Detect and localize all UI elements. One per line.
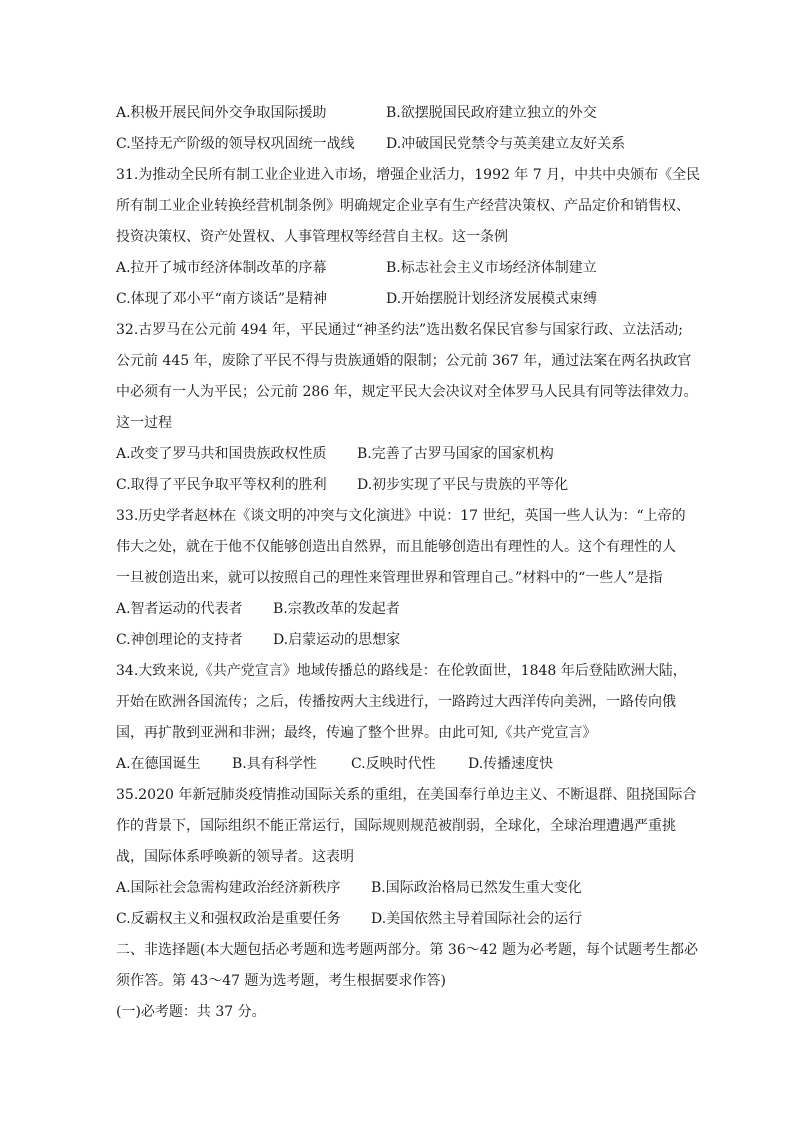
q35-option-c: C.反霸权主义和强权政治是重要任务	[116, 911, 341, 927]
q35-option-d: D.美国依然主导着国际社会的运行	[371, 911, 583, 927]
subsection-heading: (一)必考题：共 37 分。	[116, 1004, 266, 1020]
q31-option-c: C.体现了邓小平“南方谈话”是精神	[116, 291, 327, 307]
q34-option-b: B.具有科学性	[232, 756, 317, 772]
q31-option-b: B.标志社会主义市场经济体制建立	[386, 260, 597, 276]
q34-stem-line: 国，再扩散到亚洲和非洲；最终，传遍了整个世界。由此可知,《共产党宣言》	[116, 725, 597, 741]
q35-option-b: B.国际政治格局已然发生重大变化	[371, 880, 582, 896]
q34-option-c: C.反映时代性	[351, 756, 436, 772]
q34-stem-line: 34.大致来说,《共产党宣言》地域传播总的路线是：在伦敦面世，1848 年后登陆欧洲大陆，	[116, 663, 687, 679]
q31-option-a: A.拉开了城市经济体制改革的序幕	[116, 260, 327, 276]
q31-stem-line: 31.为推动全民所有制工业企业进入市场，增强企业活力，1992 年 7 月，中共中央颁布《全民	[116, 167, 701, 183]
section-heading: 须作答。第 43～47 题为选考题，考生根据要求作答)	[116, 973, 446, 989]
section-heading: 二、非选择题(本大题包括必考题和选考题两部分。第 36～42 题为必考题，每个试题考生都必	[116, 942, 698, 958]
q32-stem-line: 中必须有一人为平民；公元前 286 年，规定平民大会决议对全体罗马人民具有同等法律效力。	[116, 384, 698, 400]
q32-stem-line: 公元前 445 年，废除了平民不得与贵族通婚的限制；公元前 367 年，通过法案在两名执政官	[116, 353, 692, 369]
q30-option-b: B.欲摆脱国民政府建立独立的外交	[386, 105, 597, 121]
q33-stem-line: 一旦被创造出来，就可以按照自己的理性来管理世界和管理自己。”材料中的“一些人”是指	[116, 570, 663, 586]
q33-stem-line: 33.历史学者赵林在《谈文明的冲突与文化演进》中说：17 世纪，英国一些人认为：“上帝的	[116, 508, 686, 524]
q32-stem-line: 这一过程	[116, 415, 172, 431]
q35-stem-line: 战，国际体系呼唤新的领导者。这表明	[116, 849, 354, 865]
q35-option-a: A.国际社会急需构建政治经济新秩序	[116, 880, 341, 896]
q30-option-a: A.积极开展民间外交争取国际援助	[116, 105, 327, 121]
q32-option-d: D.初步实现了平民与贵族的平等化	[357, 477, 569, 493]
q33-option-b: B.宗教改革的发起者	[273, 601, 400, 617]
q33-option-c: C.神创理论的支持者	[116, 632, 243, 648]
q34-stem-line: 开始在欧洲各国流传；之后，传播按两大主线进行，一路跨过大西洋传向美洲，一路传向俄	[116, 694, 676, 710]
q32-stem-line: 32.古罗马在公元前 494 年，平民通过“神圣约法”选出数名保民官参与国家行政、立法活动;	[116, 322, 683, 338]
q34-option-a: A.在德国诞生	[116, 756, 201, 772]
q31-option-d: D.开始摆脱计划经济发展模式束缚	[386, 291, 598, 307]
q32-option-b: B.完善了古罗马国家的国家机构	[357, 446, 554, 462]
q34-option-d: D.传播速度快	[468, 756, 554, 772]
q35-stem-line: 作的背景下，国际组织不能正常运行，国际规则规范被削弱，全球化，全球治理遭遇严重挑	[116, 818, 676, 834]
q30-option-c: C.坚持无产阶级的领导权巩固统一战线	[116, 136, 355, 152]
q33-option-a: A.智者运动的代表者	[116, 601, 243, 617]
q31-stem-line: 所有制工业企业转换经营机制条例》明确规定企业享有生产经营决策权、产品定价和销售权、	[116, 198, 690, 214]
q32-option-c: C.取得了平民争取平等权利的胜利	[116, 477, 327, 493]
q31-stem-line: 投资决策权、资产处置权、人事管理权等经营自主权。这一条例	[116, 229, 508, 245]
q33-option-d: D.启蒙运动的思想家	[273, 632, 401, 648]
q30-option-d: D.冲破国民党禁令与英美建立友好关系	[386, 136, 626, 152]
q32-option-a: A.改变了罗马共和国贵族政权性质	[116, 446, 327, 462]
q35-stem-line: 35.2020 年新冠肺炎疫情推动国际关系的重组，在美国奉行单边主义、不断退群、阻挠国际合	[116, 787, 697, 803]
q33-stem-line: 伟大之处，就在于他不仅能够创造出自然界，而且能够创造出有理性的人。这个有理性的人	[116, 539, 676, 555]
